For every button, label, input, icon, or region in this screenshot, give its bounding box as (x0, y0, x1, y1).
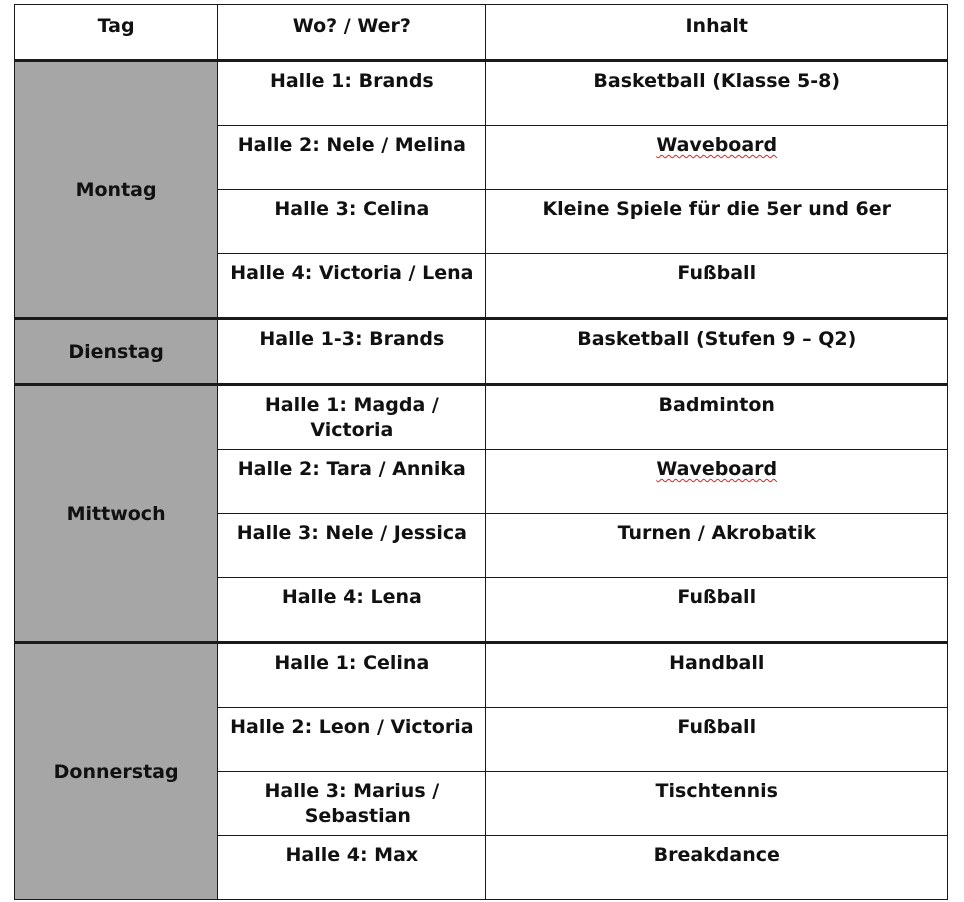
where-cell: Halle 4: Max (218, 836, 486, 900)
schedule-table (14, 4, 948, 900)
where-line: Halle 1: Magda / (264, 394, 439, 416)
where-cell: Halle 2: Tara / Annika (218, 450, 486, 514)
content-cell: Turnen / Akrobatik (486, 514, 948, 578)
table-row (15, 385, 948, 450)
content-cell: Fußball (486, 578, 948, 643)
where-line: Sebastian (304, 805, 411, 827)
where-cell: Halle 2: Nele / Melina (218, 126, 486, 190)
day-wednesday: Mittwoch (15, 385, 218, 643)
header-day: Tag (15, 5, 218, 61)
where-cell: Halle 1-3: Brands (218, 319, 486, 385)
day-thursday: Donnerstag (15, 643, 218, 900)
where-cell: Halle 3: Nele / Jessica (218, 514, 486, 578)
table-row (15, 643, 948, 708)
content-cell: Fußball (486, 708, 948, 772)
where-cell: Halle 2: Leon / Victoria (218, 708, 486, 772)
content-cell: Badminton (486, 385, 948, 450)
content-cell: Tischtennis (486, 772, 948, 836)
header-row (15, 5, 948, 61)
header-where: Wo? / Wer? (218, 5, 486, 61)
content-text: Waveboard (656, 458, 778, 480)
content-text: Waveboard (656, 134, 778, 156)
content-cell: Basketball (Stufen 9 – Q2) (486, 319, 948, 385)
content-cell: Handball (486, 643, 948, 708)
where-cell (218, 385, 486, 450)
day-monday: Montag (15, 61, 218, 319)
content-cell: Breakdance (486, 836, 948, 900)
where-cell: Halle 1: Brands (218, 61, 486, 126)
where-cell: Halle 4: Victoria / Lena (218, 254, 486, 319)
table-row (15, 61, 948, 126)
content-cell: Basketball (Klasse 5-8) (486, 61, 948, 126)
where-line: Victoria (310, 419, 394, 441)
content-cell: Kleine Spiele für die 5er und 6er (486, 190, 948, 254)
content-cell (486, 126, 948, 190)
content-cell (486, 450, 948, 514)
where-cell: Halle 1: Celina (218, 643, 486, 708)
where-cell: Halle 4: Lena (218, 578, 486, 643)
where-cell (218, 772, 486, 836)
where-cell: Halle 3: Celina (218, 190, 486, 254)
where-line: Halle 3: Marius / (264, 780, 440, 802)
day-tuesday: Dienstag (15, 319, 218, 385)
content-cell: Fußball (486, 254, 948, 319)
header-content: Inhalt (486, 5, 948, 61)
table-row (15, 319, 948, 385)
